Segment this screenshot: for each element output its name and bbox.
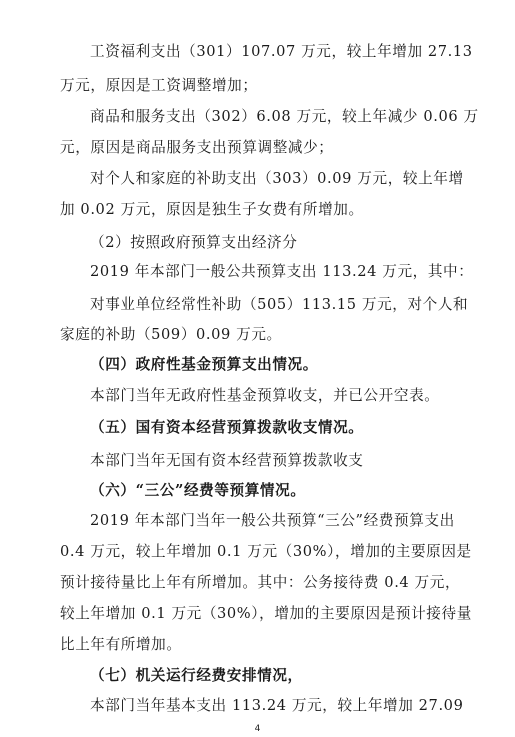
text-line: 元，原因是商品服务支出预算调整减少；	[60, 139, 334, 156]
text-line: 本部门当年无国有资本经营预算拨款收支	[90, 452, 364, 469]
section-heading: （六）“三公”经费等预算情况。	[90, 482, 306, 499]
text-line: 本部门当年基本支出 113.24 万元，较上年增加 27.09	[90, 697, 464, 714]
section-heading: （五）国有资本经营预算拨款收支情况。	[90, 419, 364, 436]
text-line: 万元，原因是工资调整增加；	[60, 77, 258, 94]
text-line: 加 0.02 万元，原因是独生子女费有所增加。	[60, 201, 364, 218]
text-line: 家庭的补助（509）0.09 万元。	[60, 326, 282, 343]
text-line: 对事业单位经常性补助（505）113.15 万元，对个人和	[90, 296, 469, 313]
text-line: 2019 年本部门一般公共预算支出 113.24 万元，其中：	[90, 263, 474, 280]
section-heading: （四）政府性基金预算支出情况。	[90, 356, 318, 373]
section-heading: （2）按照政府预算支出经济分	[90, 234, 298, 251]
text-line: 本部门当年无政府性基金预算收支，并已公开空表。	[90, 387, 440, 404]
text-line: 工资福利支出（301）107.07 万元，较上年增加 27.13	[90, 43, 473, 60]
text-line: 较上年增加 0.1 万元（30%），增加的主要原因是预计接待量	[60, 605, 472, 622]
text-line: 商品和服务支出（302）6.08 万元，较上年减少 0.06 万	[90, 108, 479, 125]
text-line: 0.4 万元，较上年增加 0.1 万元（30%），增加的主要原因是	[60, 543, 472, 560]
text-line: 预计接待量比上年有所增加。其中：公务接待费 0.4 万元，	[60, 574, 461, 591]
section-heading: （七）机关运行经费安排情况，	[90, 667, 303, 684]
text-line: 比上年有所增加。	[60, 636, 182, 653]
page-number: 4	[254, 724, 261, 734]
text-line: 2019 年本部门当年一般公共预算“三公”经费预算支出	[90, 512, 455, 529]
text-line: 对个人和家庭的补助支出（303）0.09 万元，较上年增	[90, 170, 464, 187]
